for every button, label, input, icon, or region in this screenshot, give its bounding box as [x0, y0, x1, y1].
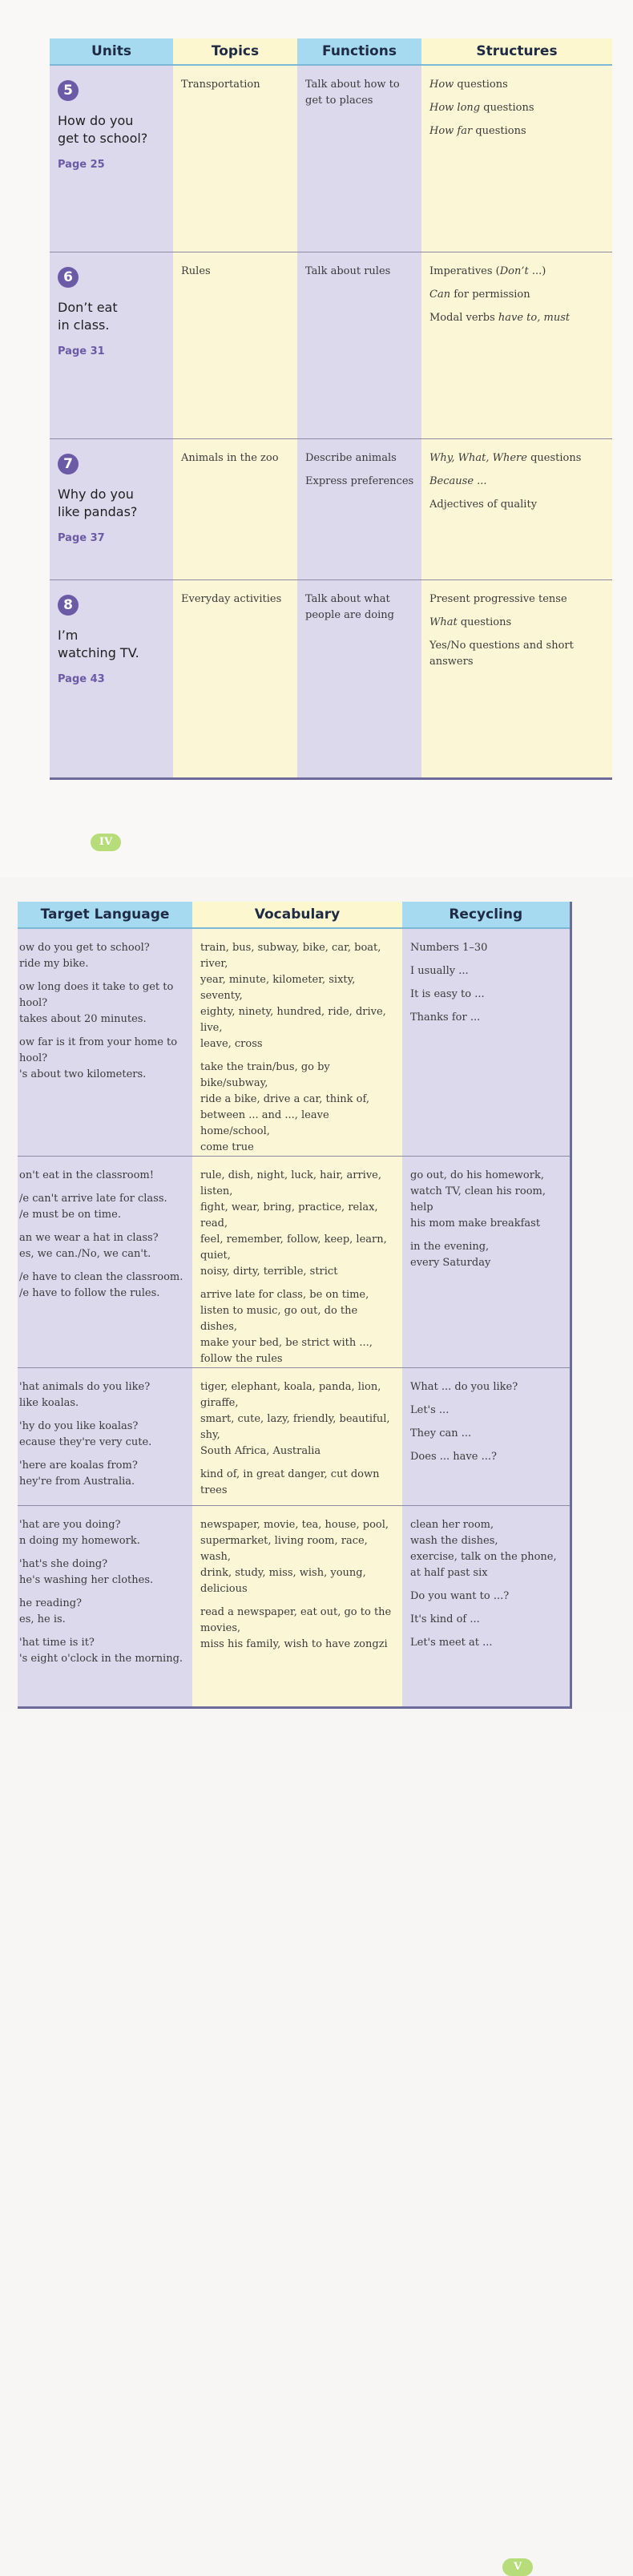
- unit-number-badge: 5: [58, 80, 79, 101]
- contents-page-iv: [0, 0, 633, 878]
- functions-cell: Describe animals Express preferences: [297, 438, 421, 579]
- recycling-cell: go out, do his homework, watch TV, clean his room, help his mom make breakfast in the evening, every Saturday: [402, 1157, 571, 1368]
- vocabulary-cell: train, bus, subway, bike, car, boat, river, year, minute, kilometer, sixty, seventy, eighty, ninety, hundred, ride, drive, live, leave, cross take the train/bus, go by bike/subway, ride a bike, drive a car, think of, between ... and ..., leave home/school, come true: [192, 928, 402, 1157]
- functions-cell: Talk about rules: [297, 252, 421, 438]
- header-target-language: Target Language: [18, 902, 192, 928]
- language-table-header: [18, 902, 571, 928]
- topics-cell: Transportation: [173, 65, 297, 252]
- language-table: [18, 902, 572, 1709]
- recycling-cell: Numbers 1–30 I usually ... It is easy to ... Thanks for ...: [402, 928, 571, 1157]
- unit-page-link[interactable]: Page 43: [58, 672, 105, 685]
- unit-row: [50, 252, 612, 438]
- target-language-cell: on't eat in the classroom! /e can't arrive late for class. /e must be on time. an we wear a hat in class? es, we can./No, we can't. /e have to clean the classroom. /e have to follow the rules.: [18, 1157, 192, 1368]
- header-units: Units: [50, 38, 173, 65]
- functions-cell: Talk about what people are doing: [297, 579, 421, 778]
- unit-cell: [50, 252, 173, 438]
- language-row: [18, 928, 571, 1157]
- header-topics: Topics: [173, 38, 297, 65]
- target-language-cell: 'hat animals do you like? like koalas. 'hy do you like koalas? ecause they're very cute. 'here are koalas from? hey're from Australia.: [18, 1368, 192, 1506]
- topics-cell: Animals in the zoo: [173, 438, 297, 579]
- unit-number-badge: 6: [58, 267, 79, 288]
- unit-row: [50, 438, 612, 579]
- header-structures: Structures: [421, 38, 612, 65]
- vocabulary-cell: tiger, elephant, koala, panda, lion, giraffe, smart, cute, lazy, friendly, beautiful, shy, South Africa, Australia kind of, in great danger, cut down trees: [192, 1368, 402, 1506]
- unit-page-link[interactable]: Page 37: [58, 531, 105, 544]
- unit-title: Don’t eat in class.: [58, 299, 118, 333]
- unit-page-link[interactable]: Page 25: [58, 159, 105, 171]
- page-number-badge: IV: [91, 834, 121, 851]
- unit-title: How do you get to school?: [58, 113, 148, 146]
- vocabulary-cell: rule, dish, night, luck, hair, arrive, listen, fight, wear, bring, practice, relax, read, feel, remember, follow, keep, learn, quiet, noisy, dirty, terrible, strict arrive late for class, be on time, listen to music, go out, do the dishes, make your bed, be strict with ..., follow the rules: [192, 1157, 402, 1368]
- unit-page-link[interactable]: Page 31: [58, 345, 105, 357]
- functions-cell: Talk about how to get to places: [297, 65, 421, 252]
- recycling-cell: clean her room, wash the dishes, exercise, talk on the phone, at half past six Do you want to ...? It's kind of ... Let's meet at ...: [402, 1506, 571, 1708]
- language-row: [18, 1368, 571, 1506]
- unit-row: [50, 579, 612, 778]
- page-number-badge: V: [502, 2558, 533, 2576]
- units-table-header: [50, 38, 612, 65]
- structures-cell: Why, What, Where questions Because ... Adjectives of quality: [421, 438, 612, 579]
- structures-cell: Present progressive tense What questions Yes/No questions and short answers: [421, 579, 612, 778]
- units-table: [50, 38, 612, 780]
- structures-cell: Imperatives (Don’t ...) Can for permission Modal verbs have to, must: [421, 252, 612, 438]
- unit-title: I’m watching TV.: [58, 627, 139, 660]
- unit-cell: [50, 579, 173, 778]
- structures-cell: How questions How long questions How far questions: [421, 65, 612, 252]
- target-language-cell: ow do you get to school? ride my bike. ow long does it take to get to hool? takes about 20 minutes. ow far is it from your home to hool? 's about two kilometers.: [18, 928, 192, 1157]
- unit-cell: [50, 65, 173, 252]
- unit-title: Why do you like pandas?: [58, 486, 138, 519]
- header-functions: Functions: [297, 38, 421, 65]
- language-row: [18, 1506, 571, 1708]
- target-language-cell: 'hat are you doing? n doing my homework. 'hat's she doing? he's washing her clothes. he reading? es, he is. 'hat time is it? 's eight o'clock in the morning.: [18, 1506, 192, 1708]
- unit-number-badge: 7: [58, 454, 79, 474]
- unit-row: [50, 65, 612, 252]
- unit-number-badge: 8: [58, 595, 79, 616]
- topics-cell: Rules: [173, 252, 297, 438]
- header-recycling: Recycling: [402, 902, 571, 928]
- vocabulary-cell: newspaper, movie, tea, house, pool, supermarket, living room, race, wash, drink, study, miss, wish, young, delicious read a newspaper, eat out, go to the movies, miss his family, wish to have zongzi: [192, 1506, 402, 1708]
- topics-cell: Everyday activities: [173, 579, 297, 778]
- recycling-cell: What ... do you like? Let's ... They can ... Does ... have ...?: [402, 1368, 571, 1506]
- header-vocabulary: Vocabulary: [192, 902, 402, 928]
- contents-page-v: [0, 878, 633, 2573]
- unit-cell: [50, 438, 173, 579]
- language-row: [18, 1157, 571, 1368]
